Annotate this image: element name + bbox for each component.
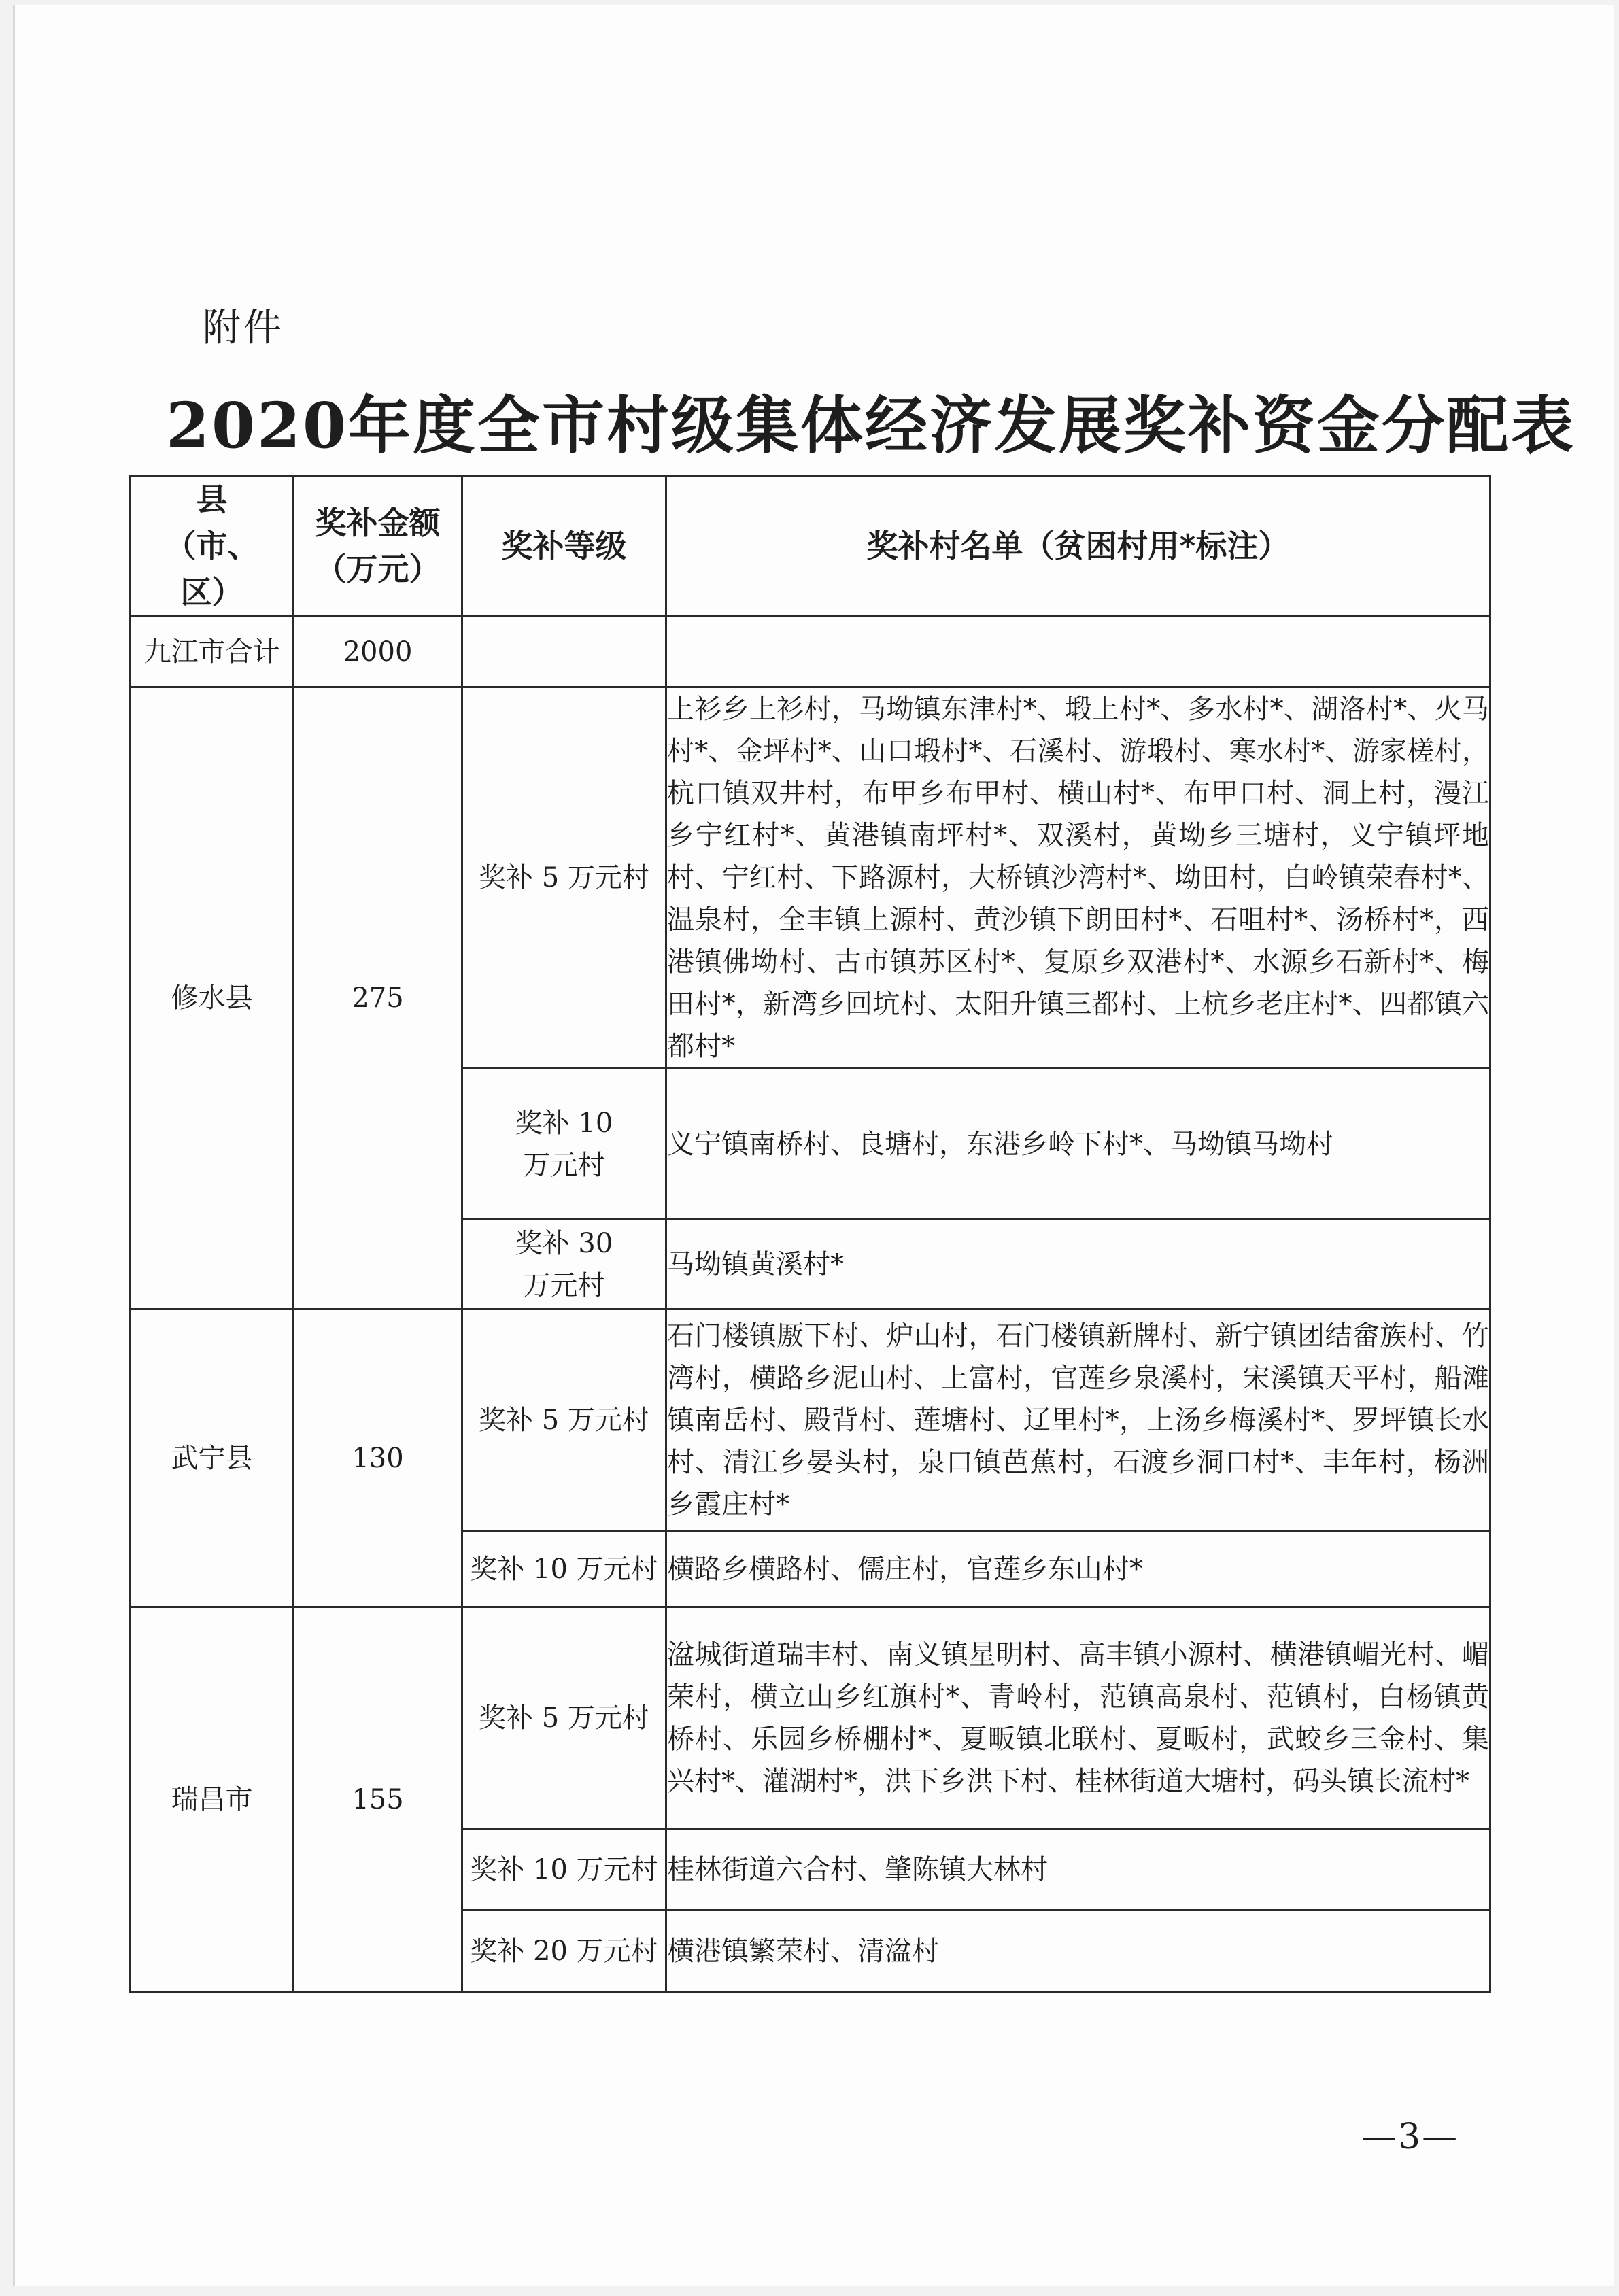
header-county: 县（市、区） — [131, 476, 294, 617]
tier-villages: 马坳镇黄溪村* — [666, 1220, 1490, 1309]
tier-villages: 湓城街道瑞丰村、南义镇星明村、高丰镇小源村、横港镇嵋光村、嵋荣村，横立山乡红旗村*、青岭村，范镇高泉村、范镇村，白杨镇黄桥村、乐园乡桥棚村*、夏畈镇北联村、夏畈村，武蛟乡三金村、集兴村*、灌湖村*，洪下乡洪下村、桂林街道大塘村，码头镇长流村* — [666, 1607, 1490, 1829]
header-amount: 奖补金额（万元） — [294, 476, 462, 617]
header-villages: 奖补村名单（贫困村用*标注） — [666, 476, 1490, 617]
allocation-table — [129, 475, 1491, 1993]
county-amount: 130 — [294, 1309, 462, 1607]
header-level: 奖补等级 — [462, 476, 666, 617]
table-row — [131, 1607, 1490, 1829]
tier-villages: 横港镇繁荣村、清湓村 — [666, 1911, 1490, 1992]
tier-level: 奖补 30 万元村 — [462, 1220, 666, 1309]
total-level-empty — [462, 617, 666, 687]
table-header-row — [131, 476, 1490, 617]
tier-villages: 横路乡横路村、儒庄村，官莲乡东山村* — [666, 1531, 1490, 1607]
total-amount: 2000 — [294, 617, 462, 687]
tier-villages: 石门楼镇厫下村、炉山村，石门楼镇新牌村、新宁镇团结畲族村、竹湾村，横路乡泥山村、上富村，官莲乡泉溪村，宋溪镇天平村，船滩镇南岳村、殿背村、莲塘村、辽里村*，上汤乡梅溪村*、罗坪镇长水村、清江乡晏头村，泉口镇芭蕉村，石渡乡洞口村*、丰年村，杨洲乡霞庄村* — [666, 1309, 1490, 1531]
total-villages-empty — [666, 617, 1490, 687]
tier-level: 奖补 5 万元村 — [462, 687, 666, 1069]
county-name: 修水县 — [131, 687, 294, 1309]
tier-level: 奖补 5 万元村 — [462, 1309, 666, 1531]
document-page — [15, 5, 1614, 2286]
attachment-label: 附件 — [203, 306, 284, 350]
total-label: 九江市合计 — [131, 617, 294, 687]
tier-villages: 上衫乡上衫村，马坳镇东津村*、塅上村*、多水村*、湖洛村*、火马村*、金坪村*、山口塅村*、石溪村、游塅村、寒水村*、游家槎村，杭口镇双井村，布甲乡布甲村、横山村*、布甲口村、洞上村，漫江乡宁红村*、黄港镇南坪村*、双溪村，黄坳乡三塘村，义宁镇坪地村、宁红村、下路源村，大桥镇沙湾村*、坳田村，白岭镇荣春村*、温泉村，全丰镇上源村、黄沙镇下朗田村*、石咀村*、汤桥村*，西港镇佛坳村、古市镇苏区村*、复原乡双港村*、水源乡石新村*、梅田村*，新湾乡回坑村、太阳升镇三都村、上杭乡老庄村*、四都镇六都村* — [666, 687, 1490, 1069]
tier-level: 奖补 5 万元村 — [462, 1607, 666, 1829]
tier-level: 奖补 10 万元村 — [462, 1069, 666, 1220]
tier-level: 奖补 20 万元村 — [462, 1911, 666, 1992]
tier-villages: 桂林街道六合村、肇陈镇大林村 — [666, 1829, 1490, 1911]
county-name: 瑞昌市 — [131, 1607, 294, 1992]
tier-villages: 义宁镇南桥村、良塘村，东港乡岭下村*、马坳镇马坳村 — [666, 1069, 1490, 1220]
page-number: —3— — [1361, 2117, 1459, 2157]
tier-level: 奖补 10 万元村 — [462, 1829, 666, 1911]
document-title: 2020年度全市村级集体经济发展奖补资金分配表 — [166, 389, 1576, 462]
tier-level: 奖补 10 万元村 — [462, 1531, 666, 1607]
county-amount: 275 — [294, 687, 462, 1309]
county-amount: 155 — [294, 1607, 462, 1992]
table-row — [131, 687, 1490, 1069]
total-row — [131, 617, 1490, 687]
table-row — [131, 1309, 1490, 1531]
county-name: 武宁县 — [131, 1309, 294, 1607]
